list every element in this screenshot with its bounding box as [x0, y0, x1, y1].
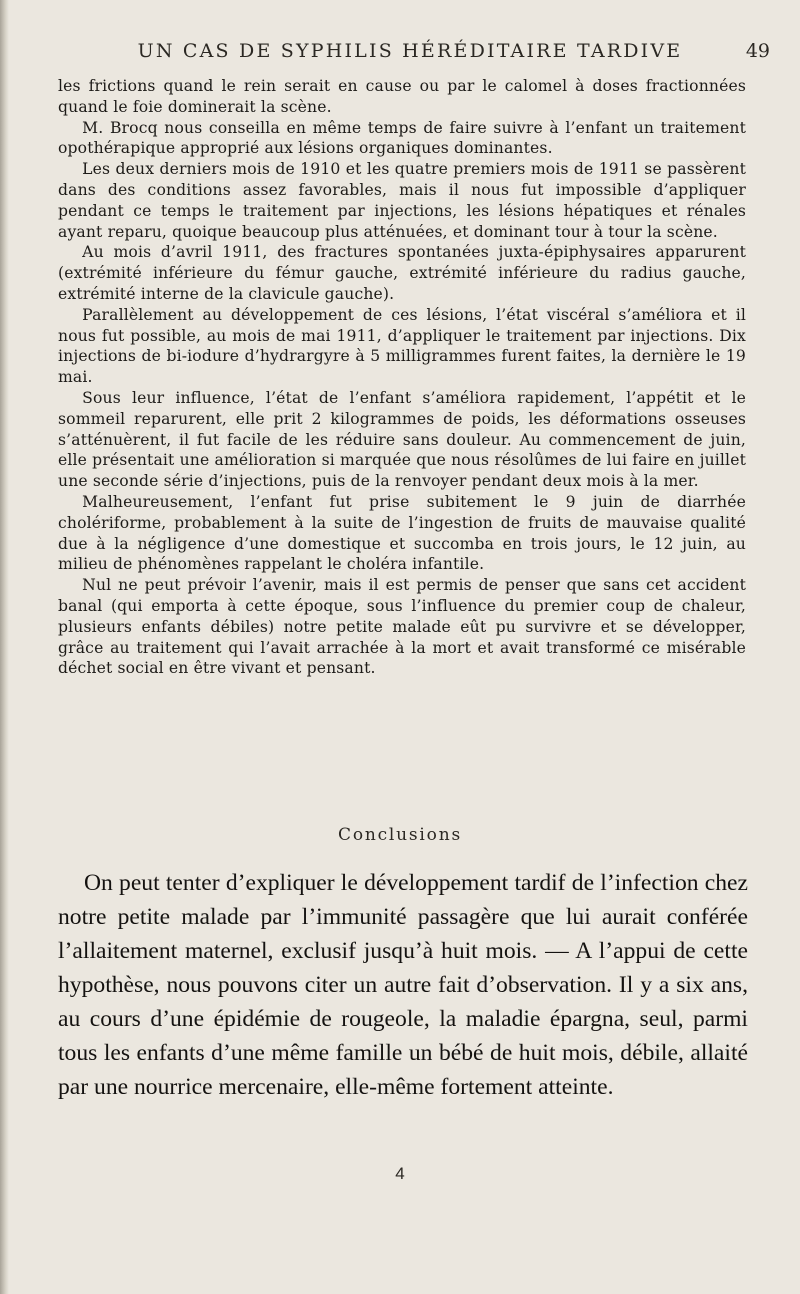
folio-number: 49 [745, 40, 770, 62]
conclusions-heading: Conclusions [338, 825, 462, 845]
paragraph: Malheureusement, l’enfant fut prise subitement le 9 juin de diarrhée cholériforme, probablement à la suite de l’ingestion de fruits de mauvaise qualité due à la négligence d’une domestique et succomba en trois jours, le 12 juin, au milieu de phénomènes rappelant le choléra infantile. [58, 492, 746, 574]
conclusions-paragraph: On peut tenter d’expliquer le développement tardif de l’infection chez notre petite malade par l’immunité passagère que lui aurait conférée l’allaitement maternel, exclusif jusqu’à huit mois. — A l’appui de cette hypothèse, nous pouvons citer un autre fait d’observation. Il y a six ans, au cours d’une épidémie de rougeole, la maladie épargna, seul, parmi tous les enfants d’une même famille un bébé de huit mois, débile, allaité par une nourrice mercenaire, elle-même fortement atteinte. [58, 870, 748, 1100]
body-text [58, 76, 746, 679]
page-number: 4 [395, 1164, 405, 1183]
paragraph: Au mois d’avril 1911, des fractures spontanées juxta-épiphysaires apparurent (extrémité inférieure du fémur gauche, extrémité inférieure du radius gauche, extrémité interne de la clavicule gauche). [58, 243, 746, 303]
paragraph: Sous leur influence, l’état de l’enfant s’améliora rapidement, l’appétit et le sommeil reparurent, elle prit 2 kilogrammes de poids, les déformations osseuses s’atténuèrent, il fut facile de les réduire sans douleur. Au commencement de juin, elle présentait une amélioration si marquée que nous résolûmes de lui faire en juillet une seconde série d’injections, puis de la renvoyer pendant deux mois à la mer. [58, 388, 746, 491]
paragraph: les frictions quand le rein serait en cause ou par le calomel à doses fractionnées quand le foie dominerait la scène. [58, 77, 746, 116]
conclusions-text [58, 866, 748, 1104]
running-head [80, 40, 770, 64]
paragraph: Les deux derniers mois de 1910 et les quatre premiers mois de 1911 se passèrent dans des conditions assez favorables, mais il nous fut impossible d’appliquer pendant ce temps le traitement par injections, les lésions hépatiques et rénales ayant reparu, quoique beaucoup plus atténuées, et dominant tour à tour la scène. [58, 160, 746, 241]
paragraph: M. Brocq nous conseilla en même temps de faire suivre à l’enfant un traitement opothérapique approprié aux lésions organiques dominantes. [58, 118, 746, 158]
running-title: UN CAS DE SYPHILIS HÉRÉDITAIRE TARDIVE [137, 40, 683, 62]
paragraph: Parallèlement au développement de ces lésions, l’état viscéral s’améliora et il nous fut possible, au mois de mai 1911, d’appliquer le traitement par injections. Dix injections de bi-iodure d’hydrargyre à 5 milligrammes furent faites, la dernière le 19 mai. [58, 305, 746, 387]
paragraph: Nul ne peut prévoir l’avenir, mais il est permis de penser que sans cet accident banal (qui emporta à cette époque, sous l’influence du premier coup de chaleur, plusieurs enfants débiles) notre petite malade eût pu survivre et se développer, grâce au traitement qui l’avait arrachée à la mort et avait transformé ce misérable déchet social en être vivant et pensant. [58, 576, 746, 678]
